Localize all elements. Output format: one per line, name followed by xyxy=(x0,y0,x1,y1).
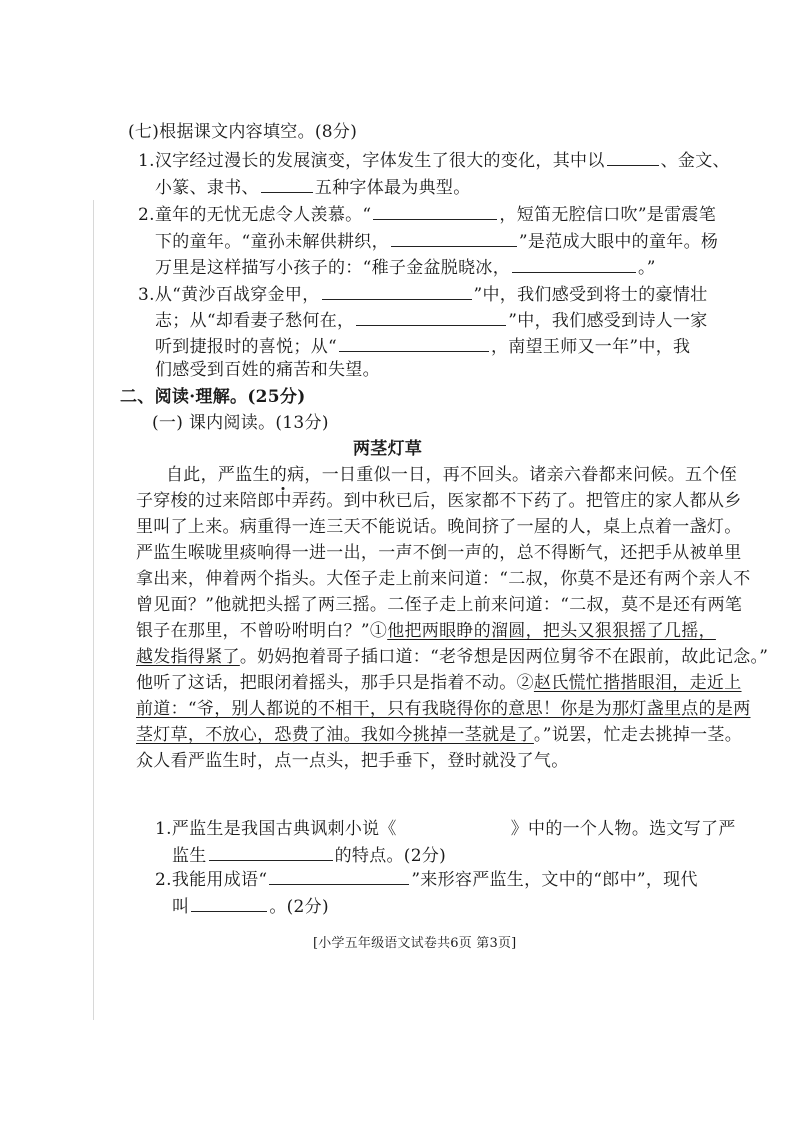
idiom-blank[interactable] xyxy=(269,866,409,885)
page-footer: [小学五年级语文试卷共6页 第3页] xyxy=(313,936,517,951)
passage-line: 越发指得紧了。奶妈抱着哥子插口道：“老爷想是因两位舅爷不在跟前，故此记念。” xyxy=(136,647,769,667)
passage-line: 曾见面？”他就把头摇了两三摇。二侄子走上前来问道：“二叔，莫不是还有两笔 xyxy=(136,595,743,615)
q3-blank3[interactable] xyxy=(339,333,489,352)
q2-line3: 万里是这样描写小孩子的：“稚子金盆脱晓冰， 。” xyxy=(155,254,656,279)
reading-sub-heading: (一) 课内阅读。(13分) xyxy=(152,413,329,433)
reading-q1-line2: 监生 的特点。(2分) xyxy=(172,842,446,867)
passage-line: 众人看严监生时，点一点头，把手垂下，登时就没了气。 xyxy=(136,751,569,771)
underlined-sentence-2-end: 茎灯草，不放心，恐费了油。我如今挑掉一茎就是了 xyxy=(136,725,534,745)
passage-line: 银子在那里，不曾吩咐明白？”①他把两眼睁的溜圆，把头又狠狠摇了几摇， xyxy=(136,621,716,641)
q2-blank1[interactable] xyxy=(373,201,497,220)
q3-line3: 听到捷报时的喜悦；从“ ，南望王师又一年”中，我 xyxy=(155,333,690,358)
underlined-sentence-2-mid: 前道：“爷，别人都说的不相干，只有我晓得你的意思！你是为那灯盏里点的是两 xyxy=(136,699,751,719)
q3-blank2[interactable] xyxy=(356,307,506,326)
q1-blank2[interactable] xyxy=(261,174,313,193)
reading-q2-line2: 叫 。(2分) xyxy=(172,893,329,918)
reading-q2-line1: 2.我能用成语“ ”来形容严监生，文中的“郎中”，现代 xyxy=(155,866,698,891)
q1-line2: 小篆、隶书、 五种字体最为典型。 xyxy=(155,174,471,199)
q2-blank3[interactable] xyxy=(512,254,636,273)
passage-line: 茎灯草，不放心，恐费了油。我如今挑掉一茎就是了。”说罢，忙走去挑掉一茎。 xyxy=(136,725,742,745)
modern-term-blank[interactable] xyxy=(191,893,267,912)
passage-line: 严监生喉咙里痰响得一进一出，一声不倒一声的，总不得断气，还把手从被单里 xyxy=(136,543,742,563)
q2-blank2[interactable] xyxy=(391,228,517,247)
passage-line: 里叫了上来。病重得一连三天不能说话。晚间挤了一屋的人，桌上点着一盏灯。 xyxy=(136,517,742,537)
q1-blank1[interactable] xyxy=(607,147,659,166)
part7-heading: (七)根据课文内容填空。(8分) xyxy=(128,122,358,142)
q2-line2: 下的童年。“童孙未解供耕织， ”是范成大眼中的童年。杨 xyxy=(155,228,718,253)
passage-title: 两茎灯草 xyxy=(353,439,423,459)
passage-line: 他听了这话，把眼闭着摇头，那手只是指着不动。②赵氏慌忙揩揩眼泪，走近上 xyxy=(136,673,742,693)
q1-line1: 1.汉字经过漫长的发展演变，字体发生了很大的变化，其中以 、金文、 xyxy=(138,147,730,172)
trait-blank[interactable] xyxy=(209,842,333,861)
underlined-sentence-1: 他把两眼睁的溜圆，把头又狠狠摇了几摇， xyxy=(387,621,716,641)
q3-line1: 3.从“黄沙百战穿金甲， ”中，我们感受到将士的豪情壮 xyxy=(138,281,707,306)
q3-blank1[interactable] xyxy=(322,281,472,300)
passage-line: 子穿梭的过来陪郎中弄药。到中秋已后，医家都不下药了。把管庄的家人都从乡 xyxy=(136,491,742,511)
emphasis-dot-char: 中 xyxy=(274,491,292,511)
underlined-sentence-2: 赵氏慌忙揩揩眼泪，走近上 xyxy=(533,673,742,693)
passage-line: 拿出来，伸着两个指头。大侄子走上前来问道：“二叔，你莫不是还有两个亲人不 xyxy=(136,569,751,589)
novel-title-blank[interactable] xyxy=(399,815,509,834)
q2-line1: 2.童年的无忧无虑令人羡慕。“ ，短笛无腔信口吹”是雷震笔 xyxy=(138,201,716,226)
reading-q1-line1: 1.严监生是我国古典讽刺小说《 》中的一个人物。选文写了严 xyxy=(155,815,736,840)
q3-line4: 们感受到百姓的痛苦和失望。 xyxy=(155,360,380,380)
q3-line2: 志；从“却看妻子愁何在， ”中，我们感受到诗人一家 xyxy=(155,307,708,332)
underlined-sentence-1-end: 越发指得紧了 xyxy=(136,647,240,667)
passage-line: 自此，严监生的病，一日重似一日，再不回头。诸亲六眷都来问候。五个侄 xyxy=(166,465,737,485)
scan-edge-line xyxy=(93,200,94,1020)
part2-heading: 二、阅读·理解。(25分) xyxy=(120,387,306,407)
